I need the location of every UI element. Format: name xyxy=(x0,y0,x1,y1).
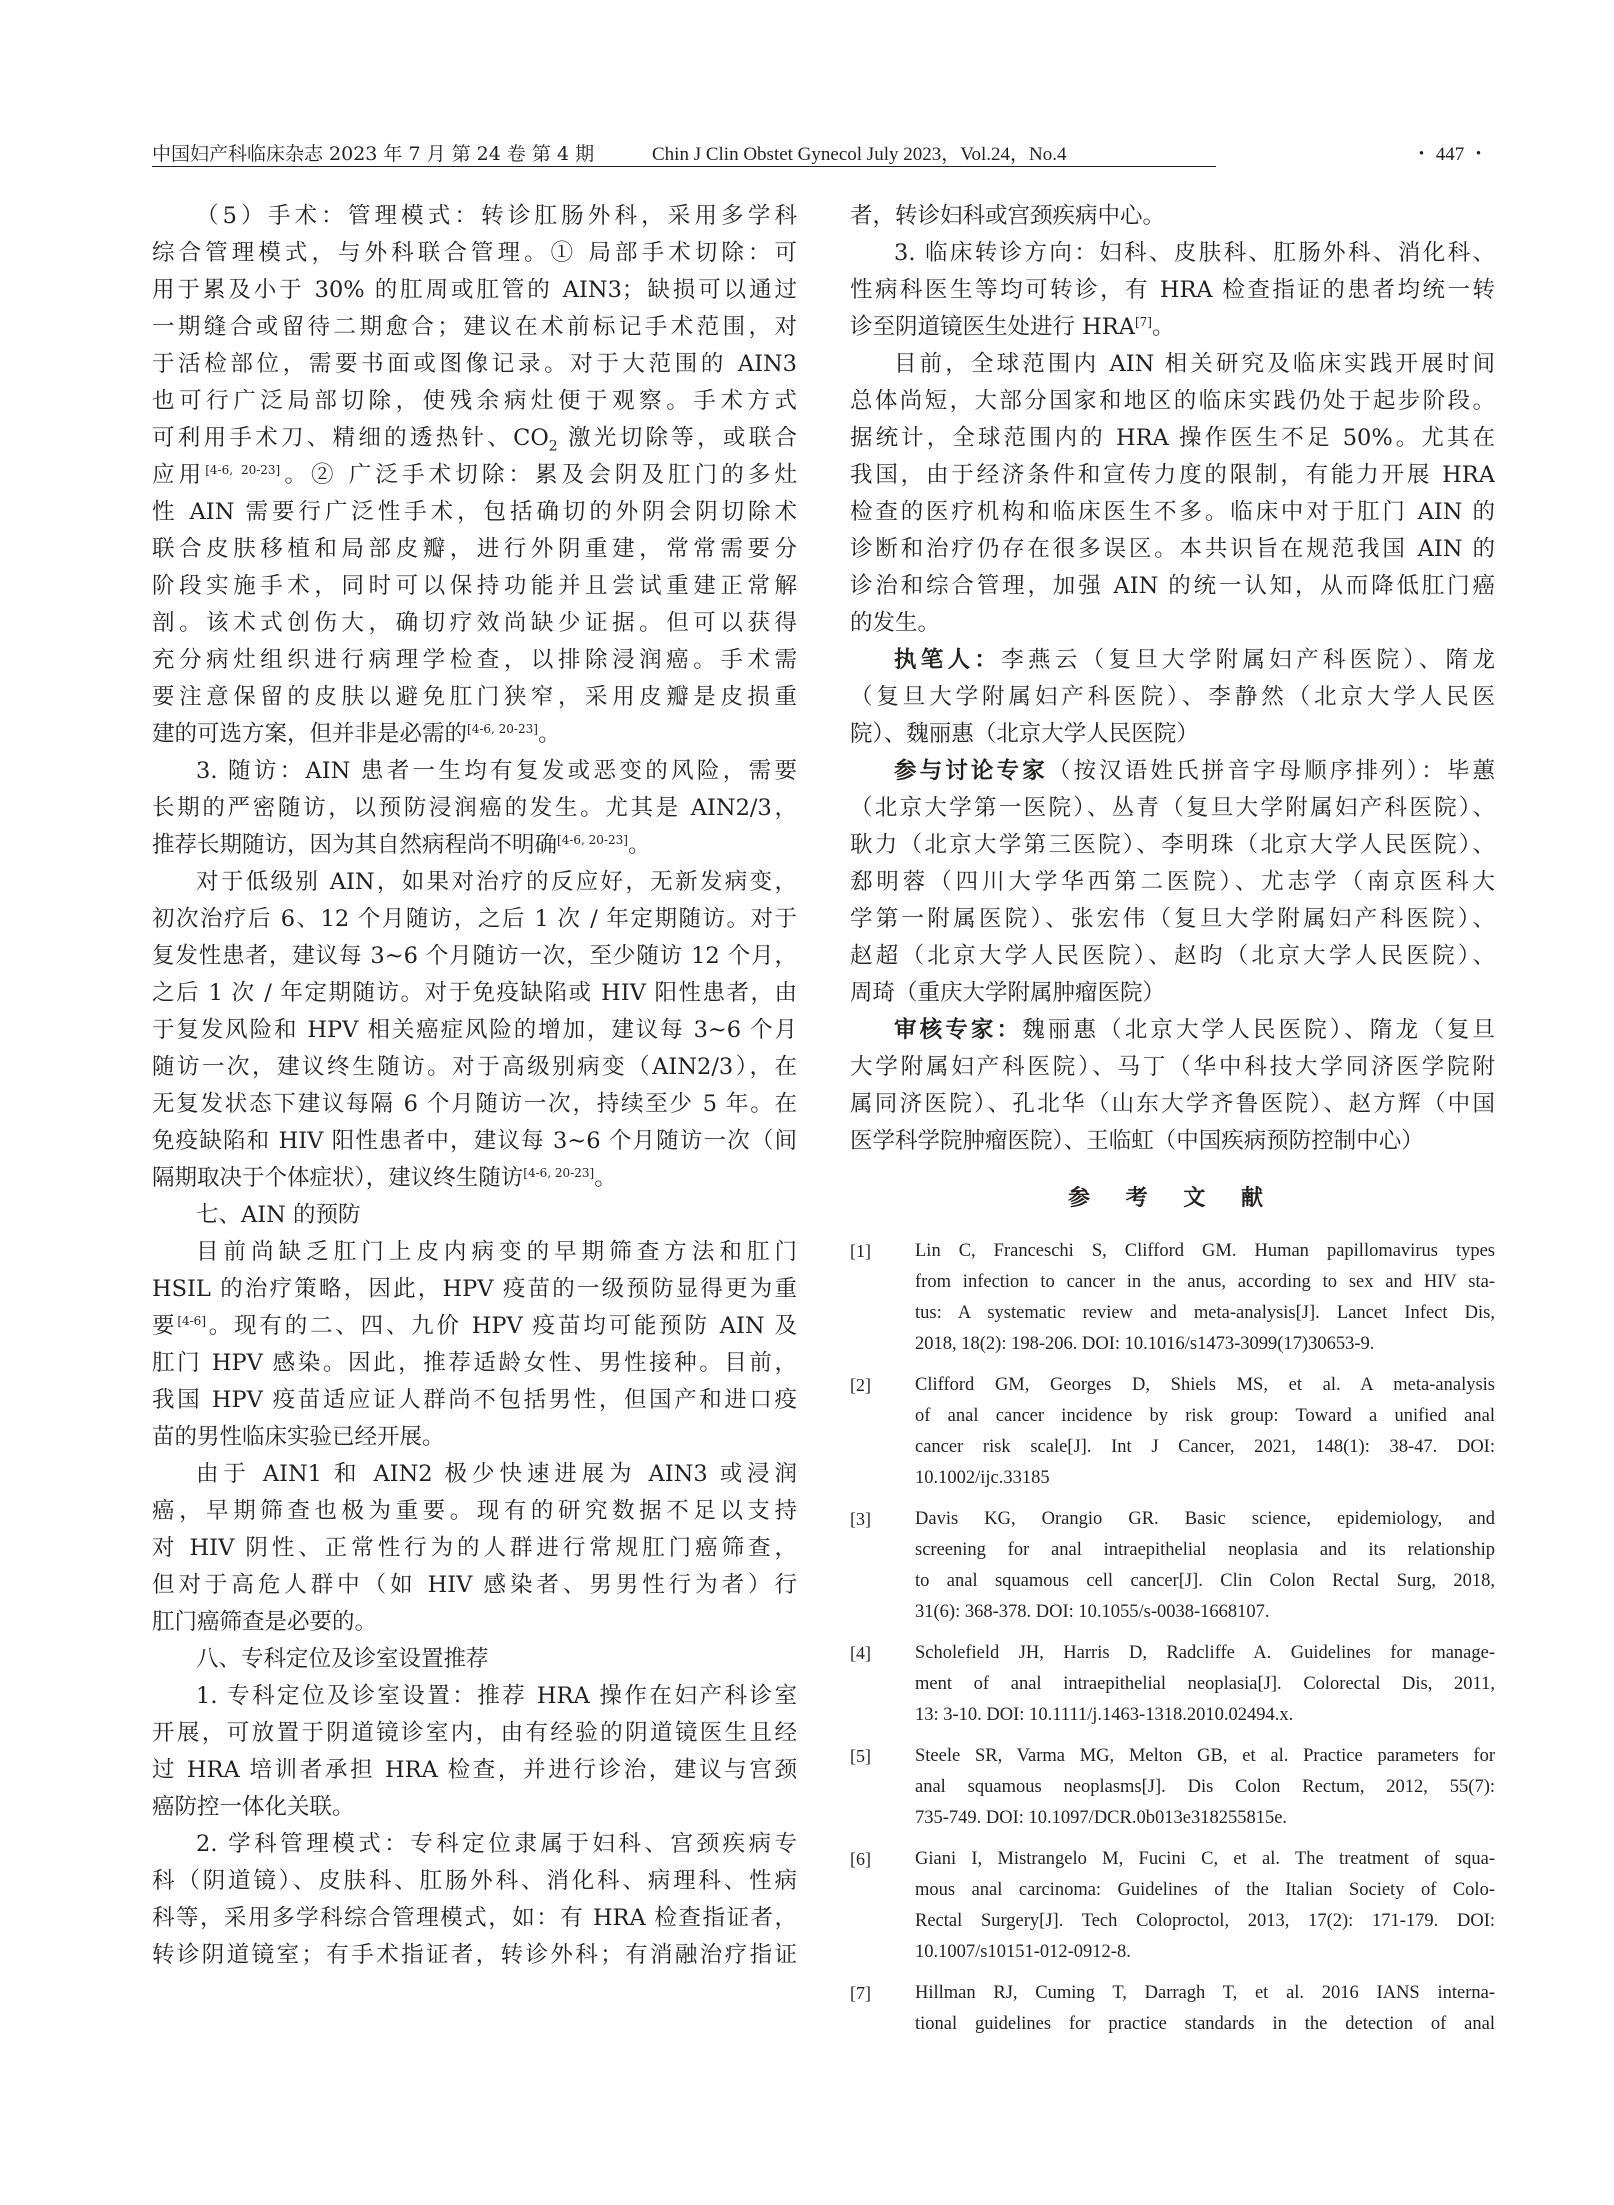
body-line: 科（阴道镜）、皮肤科、肛肠外科、消化科、病理科、性病 xyxy=(152,1868,797,1894)
right-column xyxy=(850,198,1495,2050)
text-run: 诊至阴道镜医生处进行 HRA xyxy=(850,314,1135,340)
body-line: 科等，采用多学科综合管理模式，如：有 HRA 检查指证者， xyxy=(152,1905,797,1931)
reference-line: ment of anal intraepithelial neoplasia[J]. Colorectal Dis, 2011, xyxy=(915,1674,1495,1694)
section-heading: 八、专科定位及诊室设置推荐 xyxy=(196,1646,489,1672)
body-line: 我国，由于经济条件和宣传力度的限制，有能力开展 HRA xyxy=(850,462,1495,488)
reference-line: from infection to cancer in the anus, according to sex and HIV sta- xyxy=(915,1272,1495,1292)
body-line: 总体尚短，大部分国家和地区的临床实践仍处于起步阶段。 xyxy=(850,388,1495,414)
body-line: 复发性患者，建议每 3~6 个月随访一次，至少随访 12 个月， xyxy=(152,943,797,969)
reference-item xyxy=(850,1978,1495,2040)
body-line: 目前，全球范围内 AIN 相关研究及临床实践开展时间 xyxy=(894,351,1495,377)
reference-line: Giani I, Mistrangelo M, Fucini C, et al. The treatment of squa- xyxy=(915,1849,1495,1869)
text-run: 。② 广泛手术切除：累及会阴及肛门的多灶 xyxy=(280,462,797,488)
authors-line: （复旦大学附属妇产科医院）、李静然（北京大学人民医 xyxy=(850,684,1495,710)
body-line: 综合管理模式，与外科联合管理。① 局部手术切除：可 xyxy=(152,240,797,266)
text-run xyxy=(558,425,568,451)
reviewers-line xyxy=(850,1012,1495,1049)
body-line: 免疫缺陷和 HIV 阳性患者中，建议每 3~6 个月随访一次（间 xyxy=(152,1128,797,1154)
body-line xyxy=(152,716,797,753)
body-line: 诊断和治疗仍存在很多误区。本共识旨在规范我国 AIN 的 xyxy=(850,536,1495,562)
body-line: 用于累及小于 30% 的肛周或肛管的 AIN3；缺损可以通过 xyxy=(152,277,797,303)
body-line: 但对于高危人群中（如 HIV 感染者、男男性行为者）行 xyxy=(152,1572,797,1598)
section-heading: 七、AIN 的预防 xyxy=(196,1202,361,1228)
reference-line: to anal squamous cell cancer[J]. Clin Colon Rectal Surg, 2018, xyxy=(915,1571,1495,1591)
body-line: （5）手术：管理模式：转诊肛肠外科，采用多学科 xyxy=(196,203,797,229)
body-line: 的发生。 xyxy=(850,610,941,636)
reference-line: cancer risk scale[J]. Int J Cancer, 2021, 148(1): 38-47. DOI: xyxy=(915,1437,1495,1457)
reference-item xyxy=(850,1844,1495,1968)
experts-label: 参与讨论专家 xyxy=(894,758,1048,784)
reference-item xyxy=(850,1741,1495,1834)
left-column xyxy=(152,198,797,1974)
experts-line: 周琦（重庆大学附属肿瘤医院） xyxy=(850,980,1166,1006)
body-line: 肛门 HPV 感染。因此，推荐适龄女性、男性接种。目前， xyxy=(152,1350,797,1376)
body-line: 检查的医疗机构和临床医生不多。临床中对于肛门 AIN 的 xyxy=(850,499,1495,525)
journal-header-cn: 中国妇产科临床杂志 2023 年 7 月 第 24 卷 第 4 期 xyxy=(152,143,595,165)
text-run: 可利用手术刀、精细的透热针、CO xyxy=(152,425,549,451)
text-run: 激光切除等，或联合 xyxy=(568,425,797,451)
text-run: 。 xyxy=(594,1165,617,1191)
text-run: 。 xyxy=(537,721,561,747)
citation: [4-6, 20-23] xyxy=(467,722,538,736)
body-line: 性病科医生等均可转诊，有 HRA 检查指证的患者均统一转 xyxy=(850,277,1495,303)
authors-line xyxy=(850,642,1495,679)
body-line: 据统计，全球范围内的 HRA 操作医生不足 50%。尤其在 xyxy=(850,425,1495,451)
journal-header-en: Chin J Clin Obstet Gynecol July 2023，Vol.24，No.4 xyxy=(652,144,1067,165)
references-heading: 参 考 文 献 xyxy=(1068,1185,1277,1211)
body-line: 于活检部位，需要书面或图像记录。对于大范围的 AIN3 xyxy=(152,351,797,377)
reference-line: anal squamous neoplasms[J]. Dis Colon Rectum, 2012, 55(7): xyxy=(915,1777,1495,1797)
reference-list xyxy=(850,1236,1495,2040)
text-run: 隔期取决于个体症状），建议终生随访 xyxy=(152,1165,524,1191)
reference-number: [2] xyxy=(850,1375,871,1395)
body-line xyxy=(152,1308,797,1345)
body-line: 剖。该术式创伤大，确切疗效尚缺少证据。但可以获得 xyxy=(152,610,797,636)
reference-line: Hillman RJ, Cuming T, Darragh T, et al. 2016 IANS interna- xyxy=(915,1983,1495,2003)
body-line: HSIL 的治疗策略，因此，HPV 疫苗的一级预防显得更为重 xyxy=(152,1276,797,1302)
body-line: 3. 临床转诊方向：妇科、皮肤科、肛肠外科、消化科、 xyxy=(894,240,1495,266)
citation: [4-6, 20-23] xyxy=(523,1166,595,1180)
body-line xyxy=(152,827,797,864)
body-line: 对于低级别 AIN，如果对治疗的反应好，无新发病变， xyxy=(196,869,797,895)
body-line: 2. 学科管理模式：专科定位隶属于妇科、宫颈疾病专 xyxy=(196,1831,797,1857)
body-line: 充分病灶组织进行病理学检查，以排除浸润癌。手术需 xyxy=(152,647,797,673)
reference-line: screening for anal intraepithelial neoplasia and its relationship xyxy=(915,1540,1495,1560)
body-line xyxy=(152,420,797,457)
authors-line: 院）、魏丽惠（北京大学人民医院） xyxy=(850,721,1199,747)
experts-line: 郄明蓉（四川大学华西第二医院）、尤志学（南京医科大 xyxy=(850,869,1495,895)
reference-line: 10.1002/ijc.33185 xyxy=(915,1468,1050,1488)
reference-item xyxy=(850,1236,1495,1360)
spacer xyxy=(850,1218,1495,1236)
body-line: 者，转诊妇科或宫颈疾病中心。 xyxy=(850,203,1166,229)
reference-number: [4] xyxy=(850,1643,871,1663)
reference-item xyxy=(850,1370,1495,1494)
text-run: 建的可选方案，但并非是必需的 xyxy=(152,721,468,747)
spacer xyxy=(850,1160,1495,1178)
body-line: 癌，早期筛查也极为重要。现有的研究数据不足以支持 xyxy=(152,1498,797,1524)
page-number: ・ 447 ・ xyxy=(1412,144,1489,165)
body-line: 由于 AIN1 和 AIN2 极少快速进展为 AIN3 或浸润 xyxy=(196,1461,797,1487)
body-line: 之后 1 次 / 年定期随访。对于免疫缺陷或 HIV 阳性患者，由 xyxy=(152,980,797,1006)
body-line: 目前尚缺乏肛门上皮内病变的早期筛查方法和肛门 xyxy=(196,1239,797,1265)
text-run: 魏丽惠（北京大学人民医院）、隋龙（复旦 xyxy=(1022,1017,1495,1043)
body-line: 过 HRA 培训者承担 HRA 检查，并进行诊治，建议与宫颈 xyxy=(152,1757,797,1783)
body-line: 联合皮肤移植和局部皮瓣，进行外阴重建，常常需要分 xyxy=(152,536,797,562)
body-line: 转诊阴道镜室；有手术指证者，转诊外科；有消融治疗指证 xyxy=(152,1942,797,1968)
reference-line: Steele SR, Varma MG, Melton GB, et al. Practice parameters for xyxy=(915,1746,1495,1766)
body-line xyxy=(850,309,1495,346)
body-line xyxy=(152,457,797,494)
experts-line: 赵超（北京大学人民医院）、赵昀（北京大学人民医院）、 xyxy=(850,943,1495,969)
reference-line: 735-749. DOI: 10.1097/DCR.0b013e318255815e. xyxy=(915,1808,1288,1828)
body-line: 性 AIN 需要行广泛性手术，包括确切的外阴会阴切除术 xyxy=(152,499,797,525)
body-line: 对 HIV 阴性、正常性行为的人群进行常规肛门癌筛查， xyxy=(152,1535,797,1561)
reference-number: [5] xyxy=(850,1746,871,1766)
body-line: 随访一次，建议终生随访。对于高级别病变（AIN2/3），在 xyxy=(152,1054,797,1080)
reference-line: Davis KG, Orangio GR. Basic science, epidemiology, and xyxy=(915,1509,1495,1529)
reference-line: 31(6): 368-378. DOI: 10.1055/s-0038-1668107. xyxy=(915,1602,1270,1622)
co2-subscript: 2 xyxy=(548,438,558,455)
reference-line: Scholefield JH, Harris D, Radcliffe A. Guidelines for manage- xyxy=(915,1643,1495,1663)
reference-line: 2018, 18(2): 198-206. DOI: 10.1016/s1473-3099(17)30653-9. xyxy=(915,1334,1375,1354)
experts-line xyxy=(850,753,1495,790)
reviewers-line: 医学科学院肿瘤医院）、王临虹（中国疾病预防控制中心） xyxy=(850,1128,1424,1154)
body-line: 我国 HPV 疫苗适应证人群尚不包括男性，但国产和进口疫 xyxy=(152,1387,797,1413)
text-run: 。 xyxy=(1151,314,1175,340)
text-run: 要 xyxy=(152,1313,178,1339)
body-line: 诊治和综合管理，加强 AIN 的统一认知，从而降低肛门癌 xyxy=(850,573,1495,599)
reference-line: Lin C, Franceschi S, Clifford GM. Human papillomavirus types xyxy=(915,1241,1495,1261)
reference-line: 10.1007/s10151-012-0912-8. xyxy=(915,1942,1131,1962)
reference-number: [1] xyxy=(850,1241,871,1261)
citation: [4-6, 20-23] xyxy=(557,833,628,847)
citation: [7] xyxy=(1134,315,1152,329)
body-line: 苗的男性临床实验已经开展。 xyxy=(152,1424,445,1450)
authors-label: 执笔人： xyxy=(894,647,1002,673)
text-run: 李燕云（复旦大学附属妇产科医院）、隋龙 xyxy=(1001,647,1495,673)
body-line: 也可行广泛局部切除，使残余病灶便于观察。手术方式 xyxy=(152,388,797,414)
body-line: 1. 专科定位及诊室设置：推荐 HRA 操作在妇产科诊室 xyxy=(196,1683,797,1709)
citation: [4-6] xyxy=(177,1314,206,1328)
body-line: 癌防控一体化关联。 xyxy=(152,1794,355,1820)
body-line: 肛门癌筛查是必要的。 xyxy=(152,1609,378,1635)
reference-line: tus: A systematic review and meta-analysis[J]. Lancet Infect Dis, xyxy=(915,1303,1495,1323)
body-line xyxy=(152,1160,797,1197)
body-line: 阶段实施手术，同时可以保持功能并且尝试重建正常解 xyxy=(152,573,797,599)
body-line: 3. 随访：AIN 患者一生均有复发或恶变的风险，需要 xyxy=(196,758,797,784)
text-run: 推荐长期随访，因为其自然病程尚不明确 xyxy=(152,832,558,858)
reference-line: mous anal carcinoma: Guidelines of the Italian Society of Colo- xyxy=(915,1880,1495,1900)
text-run: （按汉语姓氏拼音字母顺序排列）：毕蕙 xyxy=(1047,758,1495,784)
body-line: 于复发风险和 HPV 相关癌症风险的增加，建议每 3~6 个月 xyxy=(152,1017,797,1043)
experts-line: 耿力（北京大学第三医院）、李明珠（北京大学人民医院）、 xyxy=(850,832,1495,858)
body-line: 要注意保留的皮肤以避免肛门狭窄，采用皮瓣是皮损重 xyxy=(152,684,797,710)
citation: [4-6, 20-23] xyxy=(205,463,281,477)
body-line: 一期缝合或留待二期愈合；建议在术前标记手术范围，对 xyxy=(152,314,797,340)
reviewers-line: 大学附属妇产科医院）、马丁（华中科技大学同济医学院附 xyxy=(850,1054,1495,1080)
body-line: 开展，可放置于阴道镜诊室内，由有经验的阴道镜医生且经 xyxy=(152,1720,797,1746)
experts-line: 学第一附属医院）、张宏伟（复旦大学附属妇产科医院）、 xyxy=(850,906,1495,932)
reference-line: Rectal Surgery[J]. Tech Coloproctol, 2013, 17(2): 171-179. DOI: xyxy=(915,1911,1495,1931)
reference-line: of anal cancer incidence by risk group: Toward a unified anal xyxy=(915,1406,1495,1426)
reviewers-label: 审核专家： xyxy=(894,1017,1023,1043)
reference-number: [6] xyxy=(850,1849,871,1869)
text-run: 。 xyxy=(627,832,651,858)
reference-line: 13: 3-10. DOI: 10.1111/j.1463-1318.2010.02494.x. xyxy=(915,1705,1294,1725)
reference-number: [3] xyxy=(850,1509,871,1529)
reference-item xyxy=(850,1638,1495,1731)
text-run: 应用 xyxy=(152,462,206,488)
reference-line: tional guidelines for practice standards in the detection of anal xyxy=(915,2014,1495,2034)
reference-number: [7] xyxy=(850,1983,871,2003)
reference-line: Clifford GM, Georges D, Shiels MS, et al. A meta-analysis xyxy=(915,1375,1495,1395)
experts-line: （北京大学第一医院）、丛青（复旦大学附属妇产科医院）、 xyxy=(850,795,1495,821)
reference-item xyxy=(850,1504,1495,1628)
reviewers-line: 属同济医院）、孔北华（山东大学齐鲁医院）、赵方辉（中国 xyxy=(850,1091,1495,1117)
body-line: 长期的严密随访，以预防浸润癌的发生。尤其是 AIN2/3， xyxy=(152,795,797,821)
text-run: 。现有的二、四、九价 HPV 疫苗均可能预防 AIN 及 xyxy=(206,1313,797,1339)
body-line: 无复发状态下建议每隔 6 个月随访一次，持续至少 5 年。在 xyxy=(152,1091,797,1117)
body-line: 初次治疗后 6、12 个月随访，之后 1 次 / 年定期随访。对于 xyxy=(152,906,797,932)
header-rule xyxy=(152,166,1216,167)
